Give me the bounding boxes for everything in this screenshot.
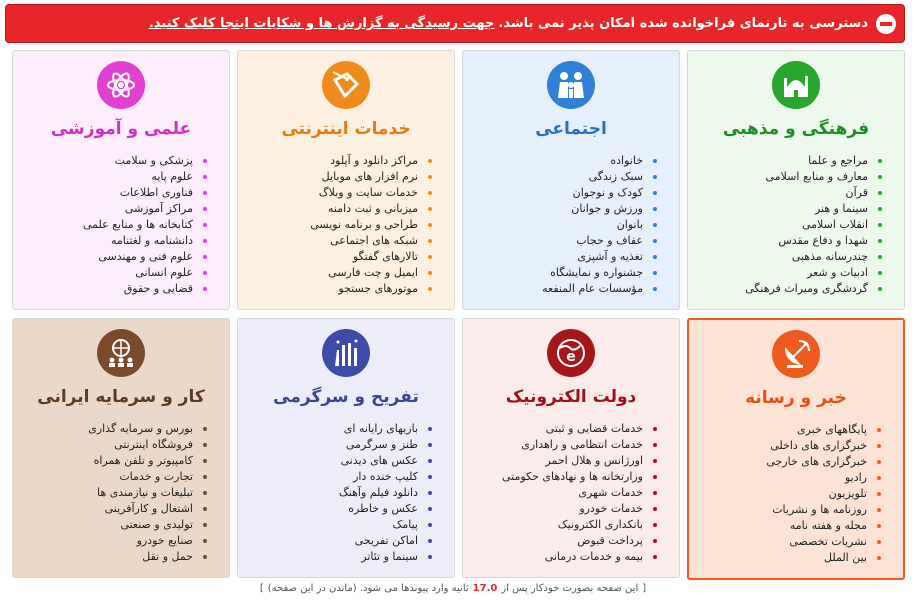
list-item[interactable]: اشتغال و کارآفرینی [13, 501, 193, 517]
list-item[interactable]: اورژانس و هلال احمر [463, 453, 643, 469]
list-item[interactable]: کامپیوتر و تلفن همراه [13, 453, 193, 469]
e-globe-icon [547, 329, 595, 377]
list-item[interactable]: عفاف و حجاب [463, 233, 643, 249]
list-item[interactable]: بانوان [463, 217, 643, 233]
list-item[interactable]: شهدا و دفاع مقدس [688, 233, 868, 249]
list-item[interactable]: ایمیل و چت فارسی [238, 265, 418, 281]
list-item[interactable]: علوم فنی و مهندسی [13, 249, 193, 265]
list-item[interactable]: ورزش و جوانان [463, 201, 643, 217]
list-item[interactable]: تلویزیون [689, 486, 867, 502]
list-item[interactable]: بانکداری الکترونیک [463, 517, 643, 533]
list-item[interactable]: رادیو [689, 470, 867, 486]
card-title: فرهنگی و مذهبی [722, 119, 870, 139]
redirect-text-before: این صفحه بصورت خودکار پس از [501, 582, 639, 594]
family-icon [547, 61, 595, 109]
list-item[interactable]: اماکن تفریحی [238, 533, 418, 549]
list-item[interactable]: قرآن [688, 185, 868, 201]
card-entertainment [237, 318, 455, 578]
list-item[interactable]: خدمات سایت و وبلاگ [238, 185, 418, 201]
card-title: خدمات اینترنتی [281, 119, 411, 139]
list-item[interactable]: علوم پایه [13, 169, 193, 185]
satellite-dish-icon [772, 330, 820, 378]
list-item[interactable]: مراجع و علما [688, 153, 868, 169]
card-social [462, 50, 680, 310]
list-item[interactable]: تغذیه و آشپزی [463, 249, 643, 265]
list-item[interactable]: فروشگاه اینترنتی [13, 437, 193, 453]
list-item[interactable]: خدمات شهری [463, 485, 643, 501]
list-item[interactable]: سینما و هنر [688, 201, 868, 217]
list-item[interactable]: سینما و تئاتر [238, 549, 418, 565]
card-news-media [687, 318, 905, 580]
list-item[interactable]: پیامک [238, 517, 418, 533]
price-tag-icon [322, 61, 370, 109]
list-item[interactable]: بین الملل [689, 550, 867, 566]
list-item[interactable]: عکس و خاطره [238, 501, 418, 517]
list-item[interactable]: دانلود فیلم وآهنگ [238, 485, 418, 501]
list-item[interactable]: خبرگزاری های داخلی [689, 438, 867, 454]
card-scientific-educational [12, 50, 230, 310]
atom-icon [97, 61, 145, 109]
list-item[interactable]: مراکز دانلود و آپلود [238, 153, 418, 169]
list-item[interactable]: پرداخت قبوض [463, 533, 643, 549]
list-item[interactable]: نرم افزار های موبایل [238, 169, 418, 185]
bracket-close: ] [259, 582, 264, 594]
list-item[interactable]: پزشکی و سلامت [13, 153, 193, 169]
list-item[interactable]: طراحی و برنامه نویسی [238, 217, 418, 233]
list-item[interactable]: صنایع خودرو [13, 533, 193, 549]
mosque-icon [772, 61, 820, 109]
card-title: خبر و رسانه [745, 388, 847, 408]
list-item[interactable]: موتورهای جستجو [238, 281, 418, 297]
list-item[interactable]: بیمه و خدمات درمانی [463, 549, 643, 565]
list-item[interactable]: گردشگری ومیراث فرهنگی [688, 281, 868, 297]
list-item[interactable]: وزارتخانه ها و نهادهای حکومتی [463, 469, 643, 485]
list-item[interactable]: معارف و منابع اسلامی [688, 169, 868, 185]
card-title: علمی و آموزشی [50, 119, 192, 139]
banner-message: دسترسی به تارنمای فراخوانده شده امکان پذیر نمی باشد. [498, 16, 868, 31]
svg-text:e: e [566, 349, 576, 365]
list-item[interactable]: دانشنامه و لغتنامه [13, 233, 193, 249]
list-item[interactable]: مراکز آموزشی [13, 201, 193, 217]
list-item[interactable]: نشریات تخصصی [689, 534, 867, 550]
list-item[interactable]: بورس و سرمایه گذاری [13, 421, 193, 437]
card-cultural-religious [687, 50, 905, 310]
list-item[interactable]: فناوری اطلاعات [13, 185, 193, 201]
list-item[interactable]: طنز و سرگرمی [238, 437, 418, 453]
list-item[interactable]: چندرسانه مذهبی [688, 249, 868, 265]
list-item[interactable]: کودک و نوجوان [463, 185, 643, 201]
list-item[interactable]: خانواده [463, 153, 643, 169]
redirect-text-after[interactable]: ثانیه وارد پیوندها می شود. (ماندن در این صفحه) [267, 582, 469, 594]
list-item[interactable]: عکس های دیدنی [238, 453, 418, 469]
business-network-icon [97, 329, 145, 377]
bracket-open: [ [642, 582, 647, 594]
list-item[interactable]: خدمات انتظامی و راهداری [463, 437, 643, 453]
list-item[interactable]: خدمات قضایی و ثبتی [463, 421, 643, 437]
list-item[interactable]: علوم انسانی [13, 265, 193, 281]
list-item[interactable]: ادبیات و شعر [688, 265, 868, 281]
list-item[interactable]: تبلیغات و نیازمندی ها [13, 485, 193, 501]
stop-icon [876, 14, 896, 34]
card-title: اجتماعی [535, 119, 607, 139]
list-item[interactable]: سبک زندگی [463, 169, 643, 185]
list-item[interactable]: میزبانی و ثبت دامنه [238, 201, 418, 217]
list-item[interactable]: مؤسسات عام المنفعه [463, 281, 643, 297]
list-item[interactable]: بازیهای رایانه ای [238, 421, 418, 437]
list-item[interactable]: خبرگزاری های خارجی [689, 454, 867, 470]
list-item[interactable]: جشنواره و نمایشگاه [463, 265, 643, 281]
list-item[interactable]: انقلاب اسلامی [688, 217, 868, 233]
card-iranian-business [12, 318, 230, 578]
list-item[interactable]: روزنامه ها و نشریات [689, 502, 867, 518]
list-item[interactable]: کلیپ خنده دار [238, 469, 418, 485]
list-item[interactable]: تالارهای گفتگو [238, 249, 418, 265]
cheering-hands-icon [322, 329, 370, 377]
list-item[interactable]: قضایی و حقوق [13, 281, 193, 297]
list-item[interactable]: مجله و هفته نامه [689, 518, 867, 534]
list-item[interactable]: تولیدی و صنعتی [13, 517, 193, 533]
redirect-notice [258, 580, 648, 596]
complaint-link[interactable]: جهت رسیدگی به گزارش ها و شکایات اینجا کلیک کنید. [148, 16, 495, 31]
list-item[interactable]: پایگاههای خبری [689, 422, 867, 438]
card-title: کار و سرمایه ایرانی [37, 387, 205, 407]
blocked-banner [5, 4, 905, 43]
card-title: دولت الکترونیک [505, 387, 637, 407]
list-item[interactable]: شبکه های اجتماعی [238, 233, 418, 249]
list-item[interactable]: خدمات خودرو [463, 501, 643, 517]
card-title: تفریح و سرگرمی [273, 387, 419, 407]
countdown-seconds: 17.0 [472, 582, 498, 594]
list-item[interactable]: حمل و نقل [13, 549, 193, 565]
card-internet-services [237, 50, 455, 310]
list-item[interactable]: تجارت و خدمات [13, 469, 193, 485]
list-item[interactable]: کتابخانه ها و منابع علمی [13, 217, 193, 233]
card-e-government [462, 318, 680, 578]
